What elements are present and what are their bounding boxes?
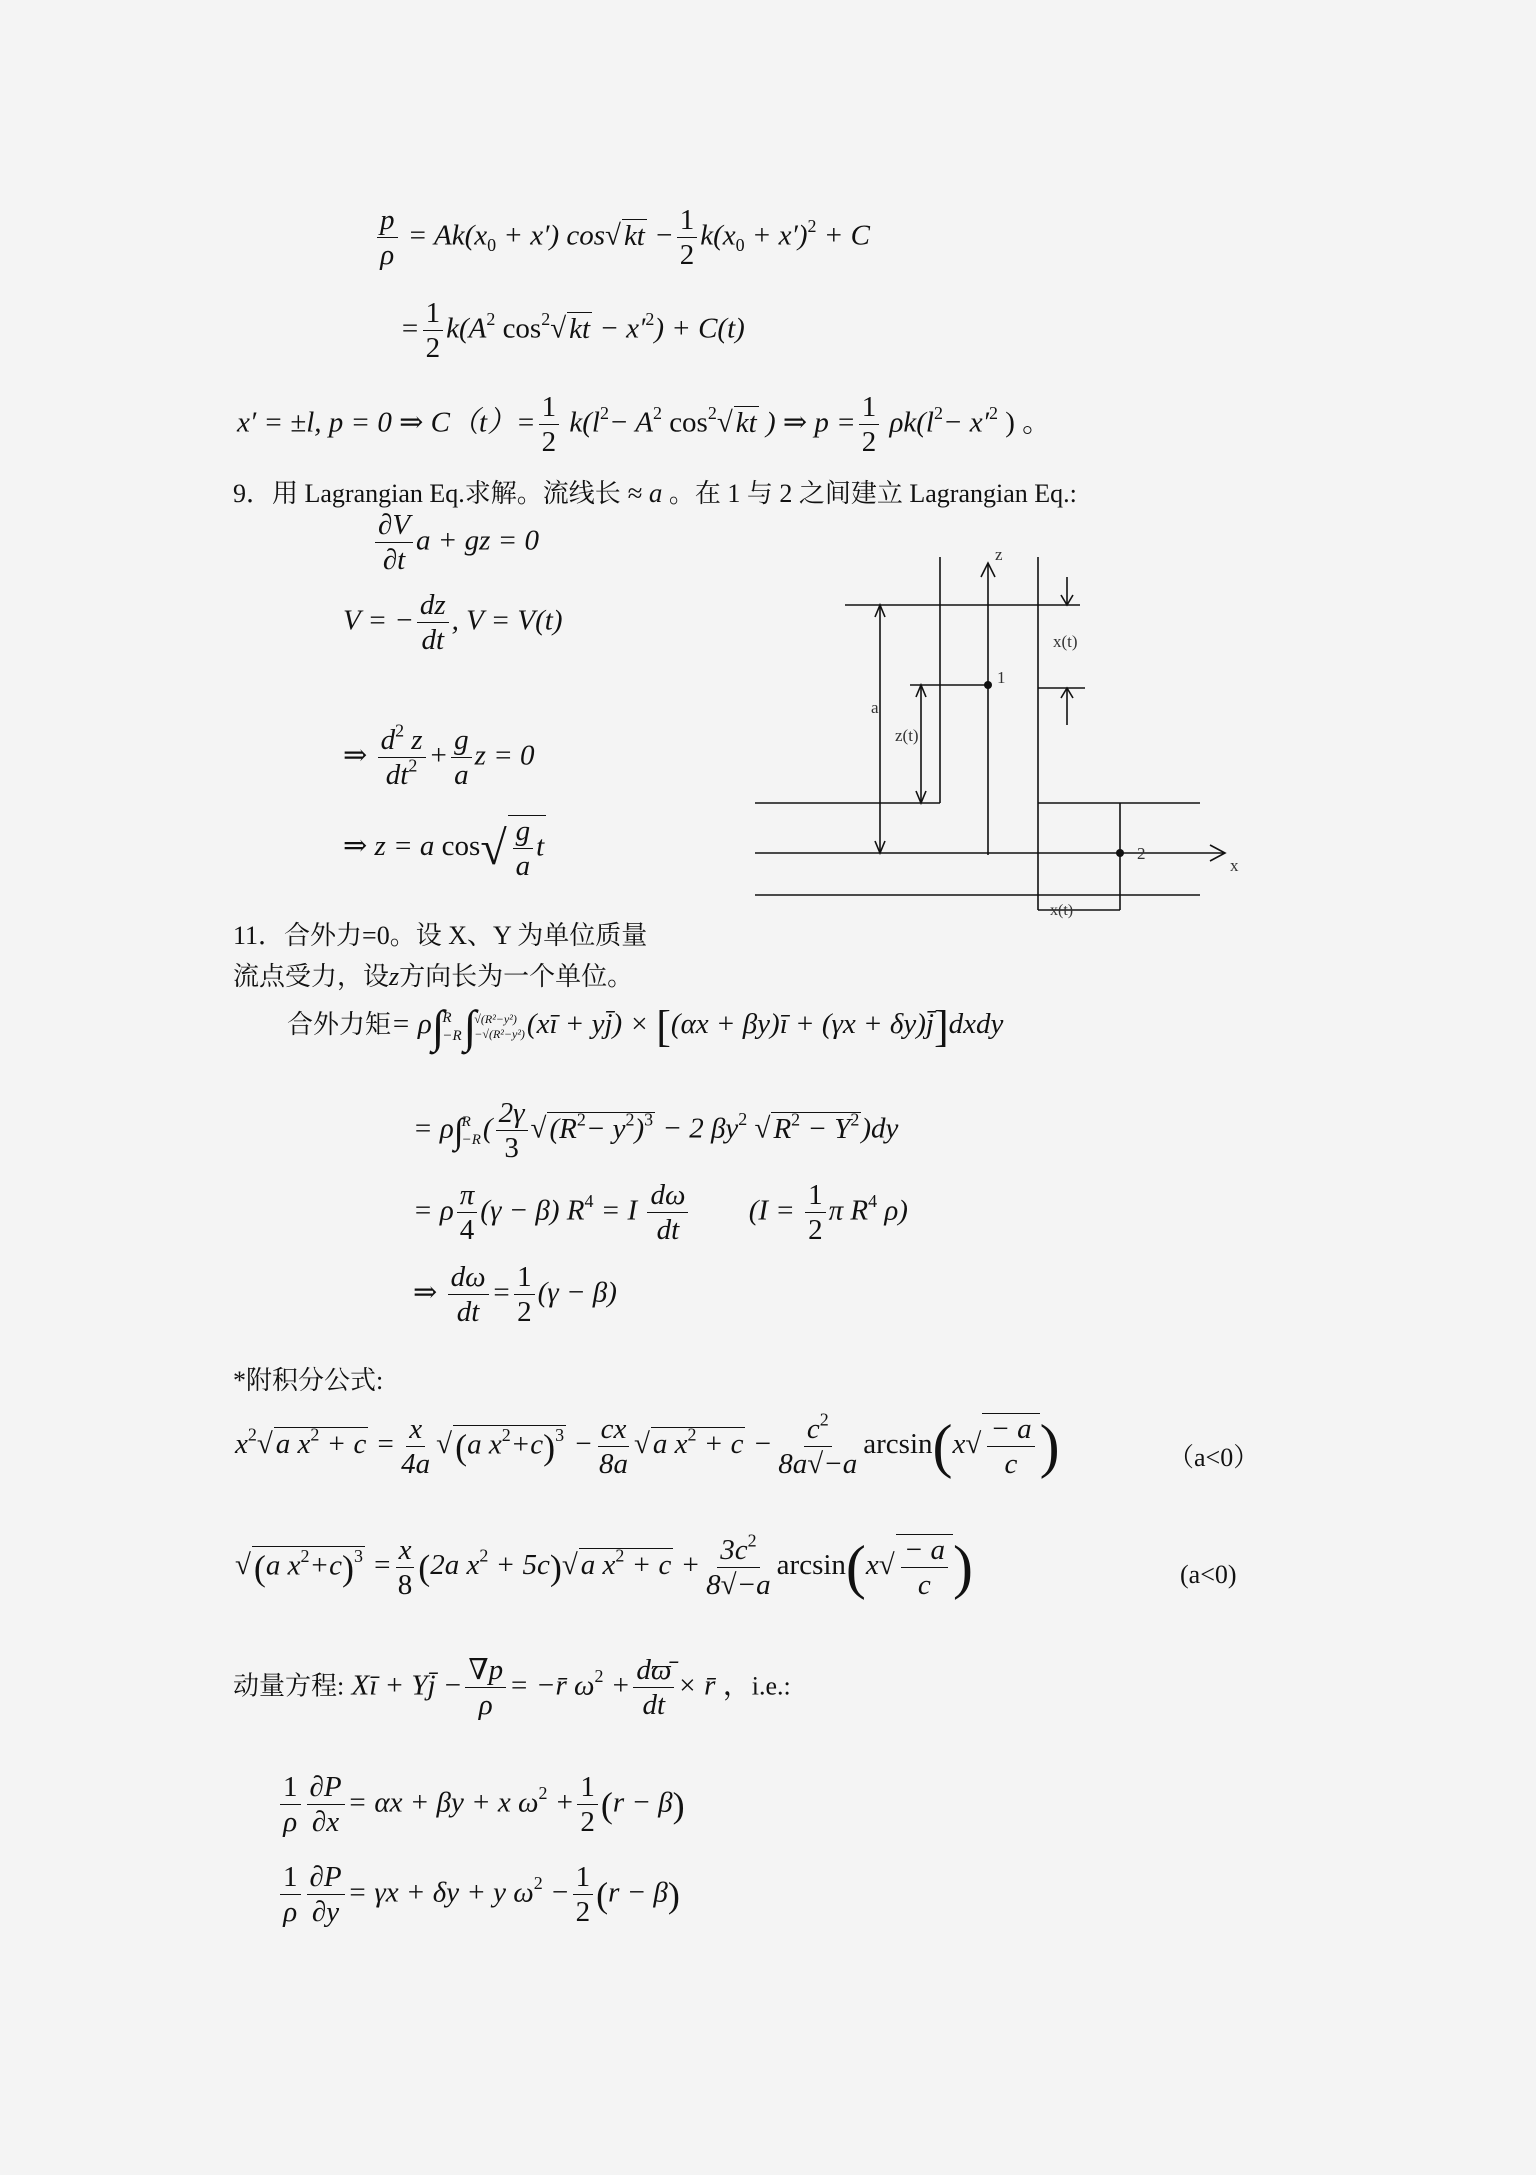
equation-torque-3: = ρ $\frac{\pi}{4}$ (γ − β) $R^4 = I$ $\frac{d\omega}{dt}$ (I = $\frac{1}{2}$ π $R^4$ ρ)	[413, 1179, 908, 1247]
condition-2: (a<0)	[1180, 1560, 1237, 1589]
point-1-marker	[984, 681, 992, 689]
manometer-diagram	[745, 545, 1245, 920]
a-label: a	[871, 698, 879, 717]
point-1-label: 1	[997, 668, 1006, 687]
momentum-x: $\frac{1}{\rho}$ $\frac{\partial P}{\partial x}$ = αx + βy + x $\omega^2$ + $\frac{1}{2}$ (r − β)	[277, 1772, 685, 1838]
point-2-label: 2	[1137, 844, 1146, 863]
equation-torque-2: = ρ∫ R −R ( $\frac{2\gamma}{3}$ √ $(R^2- y^2)^3 - 2$ $\beta y^2$ √ $R^2 - Y^2)dy$	[413, 1097, 899, 1165]
equation-solution: ⇒ z = a cos√ $\frac{g}{a}$ t	[343, 815, 545, 883]
section-11-line-1: 11．合外力=0。设 X、Y 为单位质量	[233, 921, 648, 950]
integral-formula-1: $x^2√$ a $x^2 + c$ = $\frac{x}{4a}$ √(a $x^2+c)^3$ − $\frac{cx}{8a}$ √ a $x^2 + c$ − $\frac{c^2}{8a√-a}$ arcsin(x√ $\frac{- a}{c}$ )	[235, 1408, 1060, 1480]
equation-lagrangian: $\frac{\partial V}{\partial t}$ a + gz = 0	[372, 510, 539, 576]
equation-pressure-1: $\frac{p}{\rho}$ = $Ak(x_0 + x')$ cos√ kt − $\frac{1}{2}$ $k(x_0 + x')^2 + C$	[374, 205, 870, 271]
point-2-marker	[1116, 849, 1124, 857]
equation-torque-integral: 合外力矩= ρ∫ R −R ∫ √(R²−y²) −√(R²−y²) (xī + yj̄) × [(αx + βy)ī + (γx + δy)j̄]dxdy	[287, 1001, 1004, 1052]
section-11-line-2: 流点受力，设z方向长为一个单位。	[233, 962, 634, 991]
equation-angular-acceleration: ⇒ $\frac{d\omega}{dt}$ = $\frac{1}{2}$ (γ − β)	[413, 1261, 617, 1329]
equation-pressure-2: = $\frac{1}{2}$ $k(A^2$ $\cos^2√$ kt − $x'^2) + C(t)$	[400, 297, 745, 365]
momentum-y: $\frac{1}{\rho}$ $\frac{\partial P}{\partial y}$ = γx + δy + y $\omega^2$ − $\frac{1}{2}$ (r − β)	[277, 1862, 680, 1928]
x-axis-label: x	[1230, 856, 1239, 875]
zt-label: z(t)	[895, 726, 919, 745]
xt-bottom-label: x(t)	[1050, 902, 1074, 919]
equation-oscillator: ⇒ $\frac{d^2 z}{dt^2}$ + $\frac{g}{a}$ z = 0	[343, 720, 535, 792]
condition-1: （a<0）	[1168, 1443, 1260, 1472]
xt-top-label: x(t)	[1053, 632, 1078, 651]
integral-formula-2: √(a $x^2+c)^3$ = $\frac{x}{8}$ (2a $x^2 + 5c)√$ a $x^2 + c$ + $\frac{3c^2}{8√-a}$ arcsin(x√ $\frac{- a}{c}$ )	[235, 1529, 974, 1601]
section-9-heading: 9．用 Lagrangian Eq.求解。流线长 ≈ a 。在 1 与 2 之间建立 Lagrangian Eq.:	[233, 478, 1077, 508]
appendix-title: *附积分公式:	[233, 1366, 384, 1395]
z-axis-label: z	[995, 545, 1003, 564]
equation-boundary-condition: x′ = ±l, p = 0 ⇒ C（t）= $\frac{1}{2}$ $k(l^2- A^2$ $\cos^2√$ kt ) ⇒ p = $\frac{1}{2}$ $\rho k(l^2- x'^2$ ) 。	[237, 391, 1052, 459]
equation-velocity: V = − $\frac{dz}{dt}$ , V = V(t)	[343, 589, 563, 657]
momentum-equation: 动量方程: Xī + Yj̄ − $\frac{\nabla p}{\rho}$ = −r̄ $\omega^2$ + $\frac{dϖ̄}{dt}$ × r̄ ，i.e.:	[233, 1654, 791, 1722]
